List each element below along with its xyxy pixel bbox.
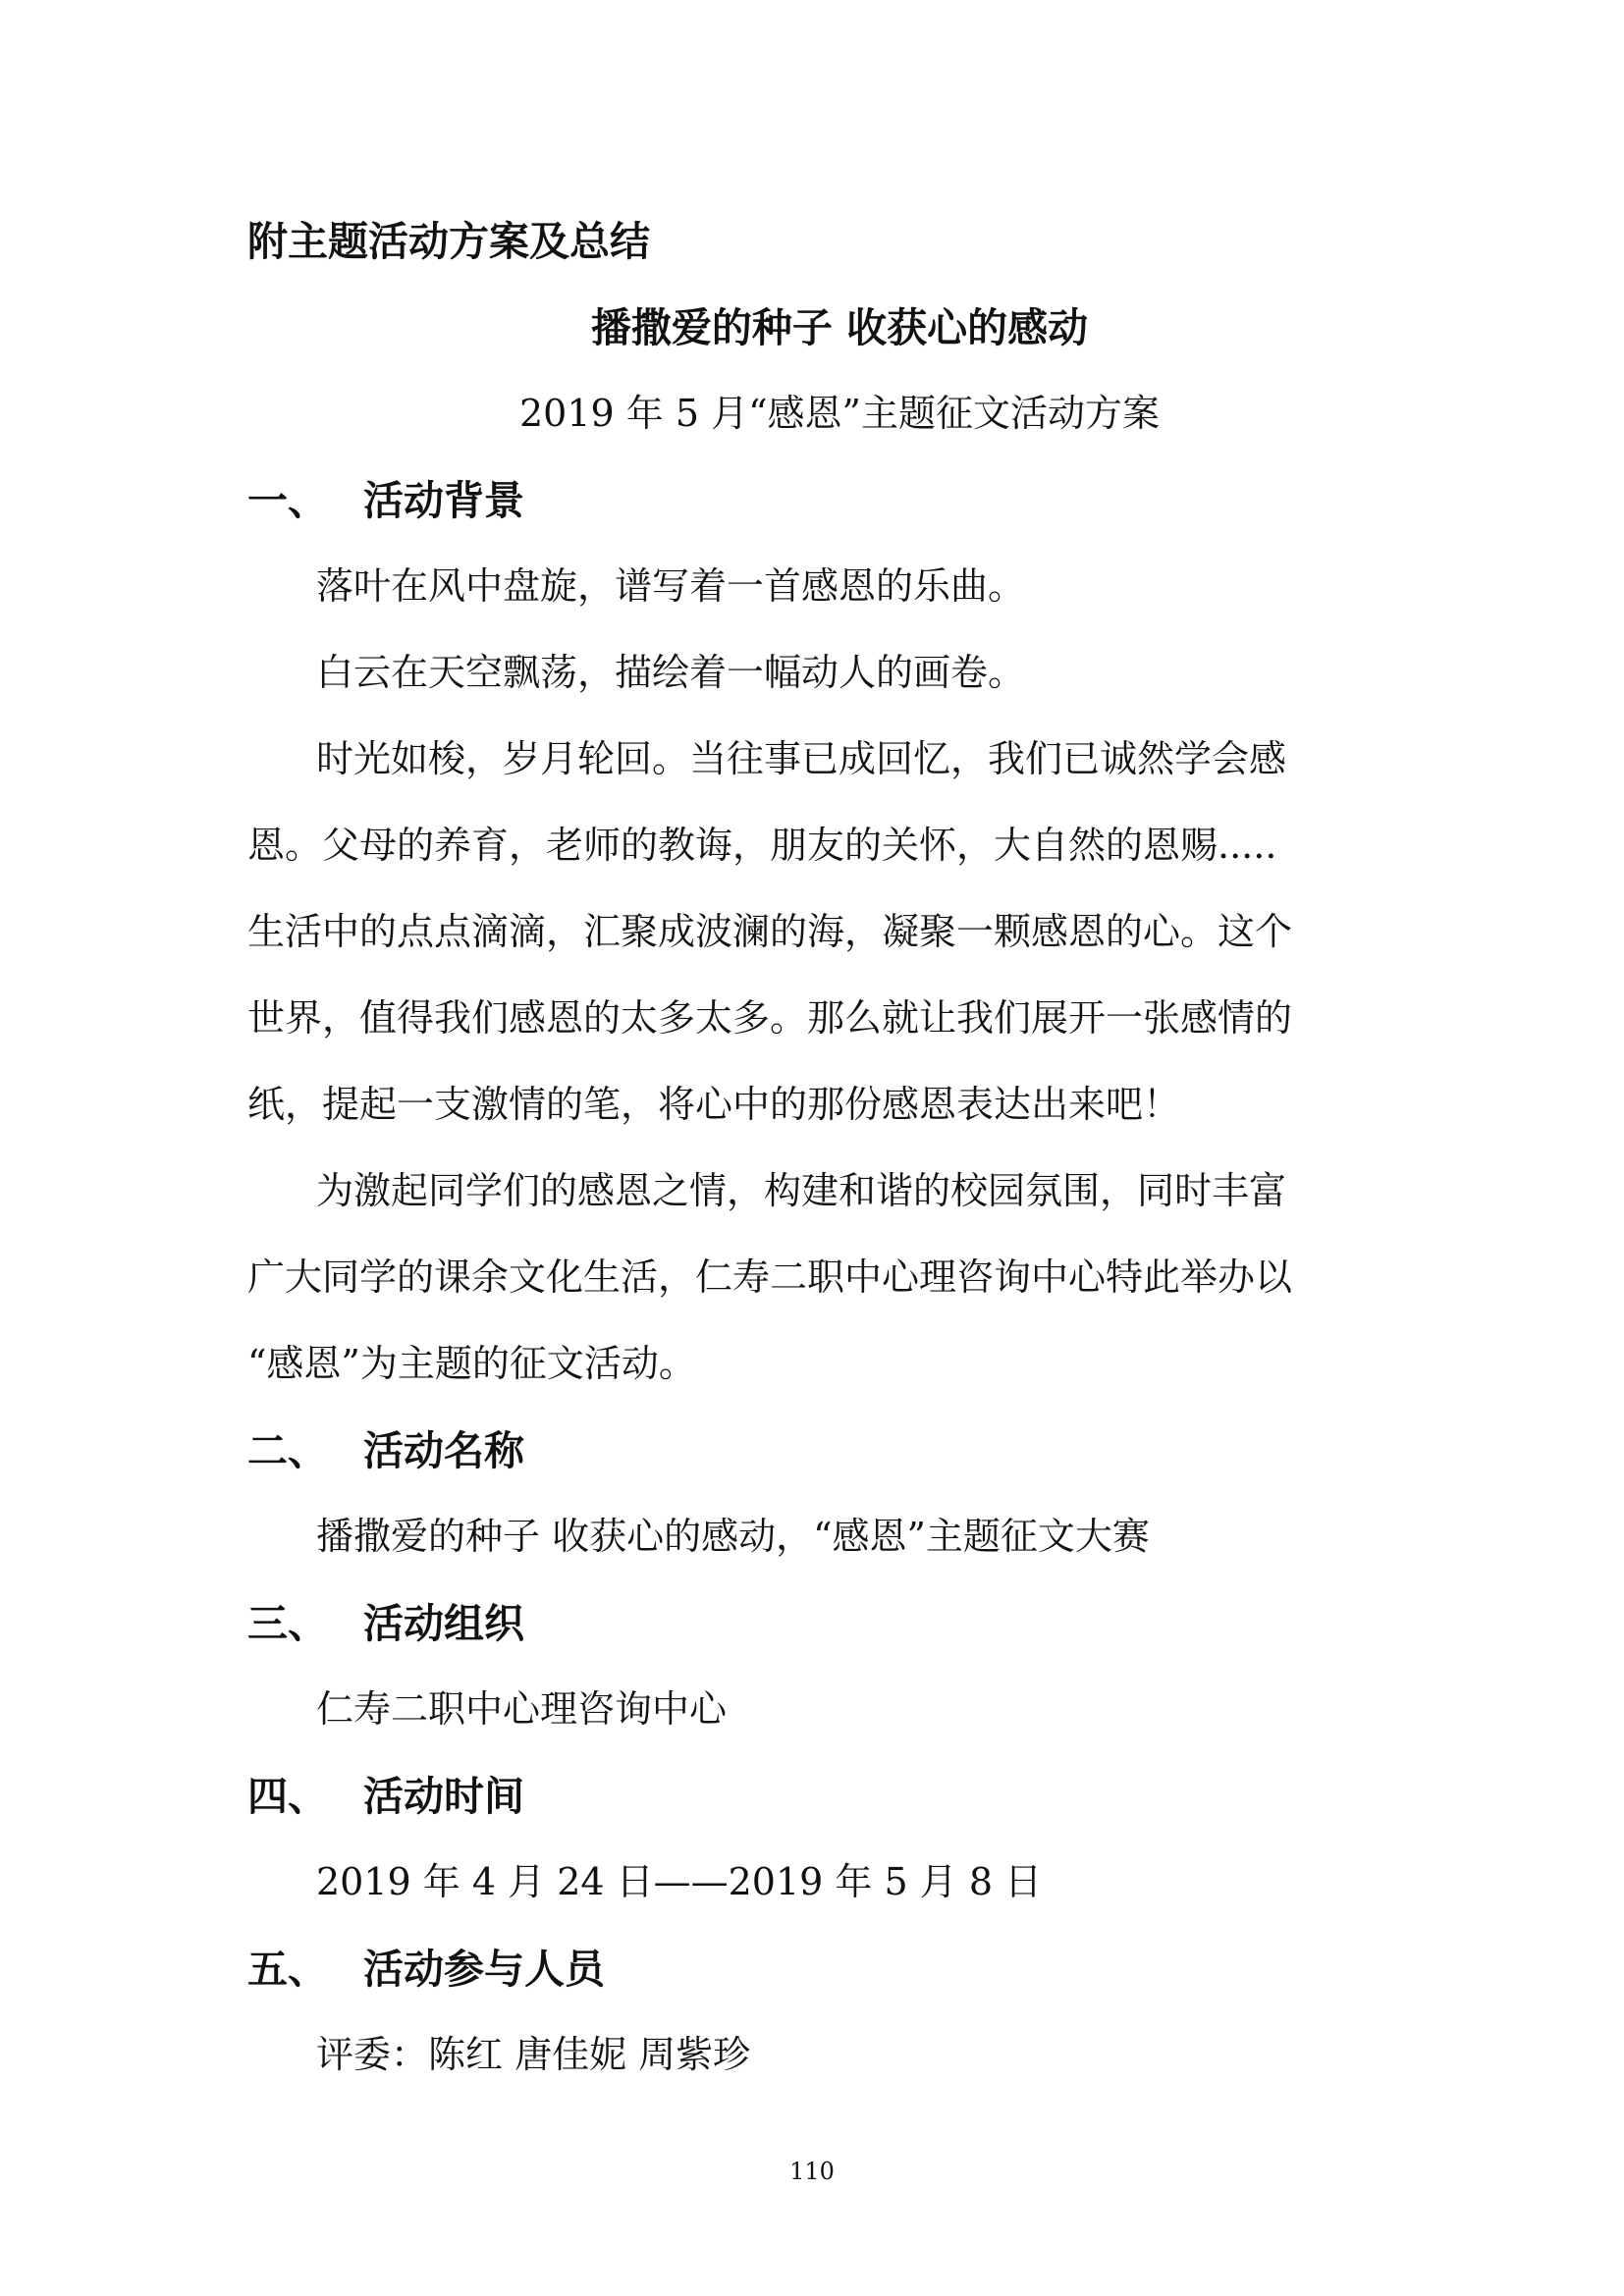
section-2-number: 二、 (247, 1427, 328, 1474)
section-2-paragraph-line: 播撒爱的种子 收获心的感动，“感恩”主题征文大赛 (316, 1515, 1150, 1558)
section-1-number: 一、 (247, 477, 328, 524)
section-1-paragraph-line: 生活中的点点滴滴，汇聚成波澜的海，凝聚一颗感恩的心。这个 (247, 910, 1293, 953)
section-1-paragraph-line: 白云在天空飘荡，描绘着一幅动人的画卷。 (316, 651, 1026, 694)
section-4-title: 活动时间 (363, 1773, 524, 1820)
section-1-paragraph-line: 落叶在风中盘旋，谱写着一首感恩的乐曲。 (316, 564, 1026, 608)
section-2-title: 活动名称 (363, 1427, 524, 1474)
section-5-number: 五、 (247, 1946, 328, 1993)
document-title: 播撒爱的种子 收获心的感动 (590, 304, 1089, 351)
section-3-number: 三、 (247, 1600, 328, 1647)
section-1-paragraph-line: 世界，值得我们感恩的太多太多。那么就让我们展开一张感情的 (247, 996, 1293, 1040)
section-1-paragraph-line: 时光如梭，岁月轮回。当往事已成回忆，我们已诚然学会感 (316, 737, 1287, 780)
document-subtitle: 2019 年 5 月“感恩”主题征文活动方案 (519, 392, 1160, 435)
section-5-paragraph-line: 评委：陈红 唐佳妮 周紫珍 (316, 2033, 751, 2076)
section-1-title: 活动背景 (363, 477, 524, 524)
section-1-paragraph-line: 恩。父母的养育，老师的教诲，朋友的关怀，大自然的恩赐..... (247, 824, 1277, 867)
appendix-heading: 附主题活动方案及总结 (247, 218, 650, 265)
section-1-paragraph-line: 纸，提起一支激情的笔，将心中的那份感恩表达出来吧！ (247, 1083, 1181, 1126)
section-1-paragraph-line: 为激起同学们的感恩之情，构建和谐的校园氛围，同时丰富 (316, 1169, 1287, 1212)
section-5-title: 活动参与人员 (363, 1946, 605, 1993)
section-1-paragraph-line: “感恩”为主题的征文活动。 (247, 1342, 696, 1385)
section-1-paragraph-line: 广大同学的课余文化生活，仁寿二职中心理咨询中心特此举办以 (247, 1255, 1293, 1299)
section-3-paragraph-line: 仁寿二职中心理咨询中心 (316, 1687, 728, 1731)
section-4-paragraph-line: 2019 年 4 月 24 日——2019 年 5 月 8 日 (316, 1860, 1043, 1903)
section-4-number: 四、 (247, 1773, 328, 1820)
page-number: 110 (789, 2158, 835, 2185)
section-3-title: 活动组织 (363, 1600, 524, 1647)
